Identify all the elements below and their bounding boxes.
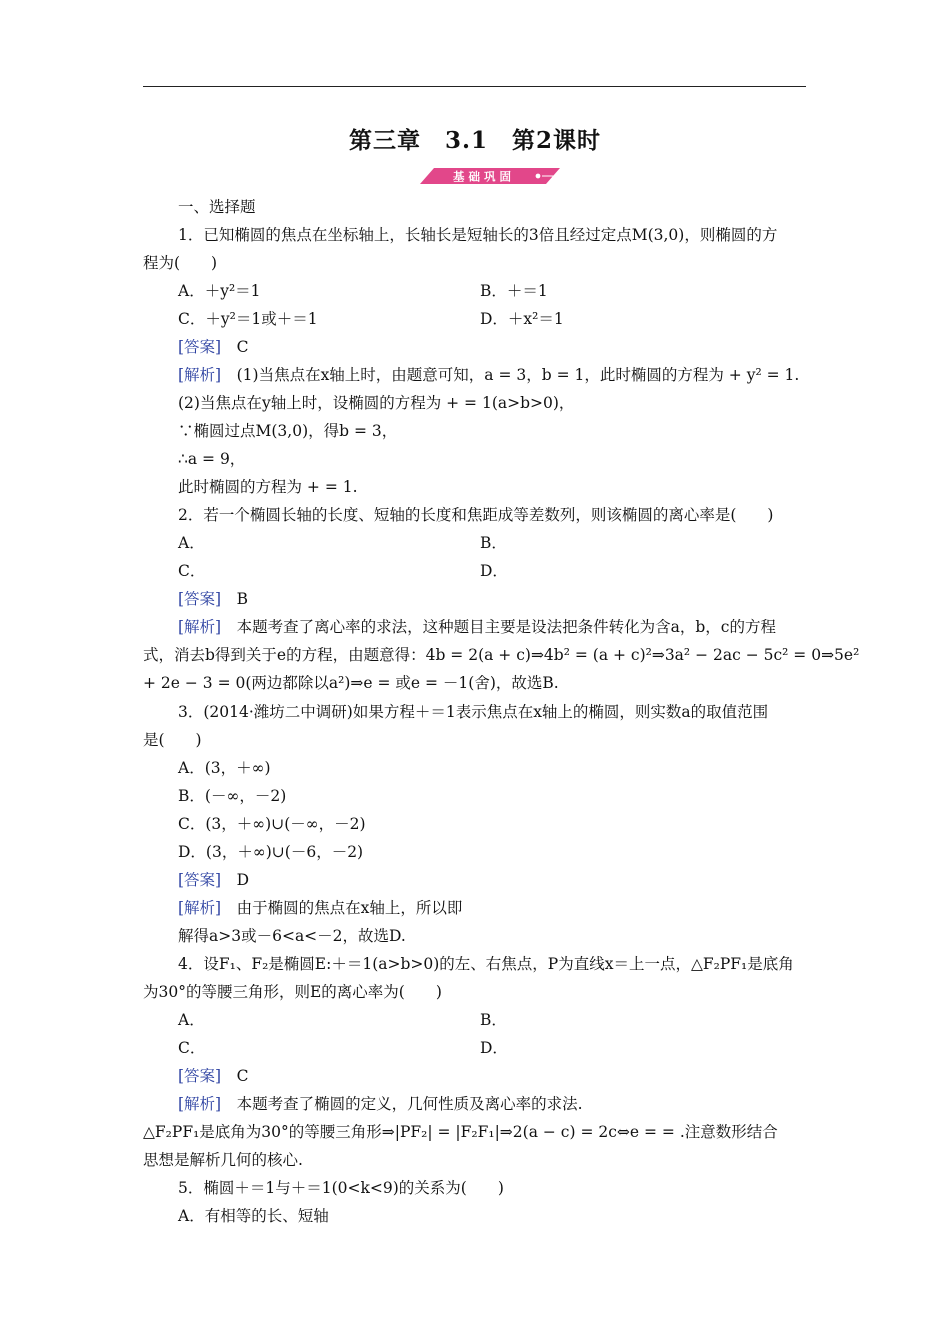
q2-stem: 2．若一个椭圆长轴的长度、短轴的长度和焦距成等差数列，则该椭圆的离心率是( ) xyxy=(178,506,774,524)
q2-choice-c: C． xyxy=(178,562,206,580)
q1-choice-b: B．＋＝1 xyxy=(480,282,548,300)
q2-choice-b: B． xyxy=(480,534,507,552)
q4-stem-line2: 为30°的等腰三角形，则E的离心率为( ) xyxy=(143,983,442,1001)
q1-analysis-line1: [解析] (1)当焦点在x轴上时，由题意可知，a = 3，b = 1，此时椭圆的方程为 + y² = 1. xyxy=(178,366,800,384)
q5-stem: 5．椭圆＋＝1与＋＝1(0<k<9)的关系为( ) xyxy=(178,1179,504,1197)
q2-analysis-line3: + 2e − 3 = 0(两边都除以a²)⇒e = 或e = －1(舍)，故选B. xyxy=(143,674,559,692)
q2-choice-a: A． xyxy=(178,534,205,552)
q1-analysis-line2: (2)当焦点在y轴上时，设椭圆的方程为 + = 1(a>b>0)， xyxy=(178,394,575,412)
q4-choice-a: A． xyxy=(178,1011,205,1029)
q1-analysis-line3: ∵椭圆过点M(3,0)，得b = 3， xyxy=(178,422,398,440)
q3-answer: [答案] D xyxy=(178,871,250,889)
q1-analysis-line5: 此时椭圆的方程为 + = 1. xyxy=(178,478,358,496)
banner-label: 基 础 巩 固 xyxy=(452,169,512,184)
q1-choice-a: A．＋y²＝1 xyxy=(178,282,261,300)
q1-stem-line1: 1．已知椭圆的焦点在坐标轴上，长轴长是短轴长的3倍且经过定点M(3,0)，则椭圆的方 xyxy=(178,226,778,244)
section-banner xyxy=(420,166,560,186)
q3-analysis-line1: [解析] 由于椭圆的焦点在x轴上，所以即 xyxy=(178,899,463,917)
q3-choice-d: D．(3，＋∞)∪(－6，－2) xyxy=(178,843,364,861)
q4-stem-line1: 4．设F₁、F₂是椭圆E:＋＝1(a>b>0)的左、右焦点，P为直线x＝上一点，△F₂PF₁是底角 xyxy=(178,955,794,973)
q1-choice-c: C．＋y²＝1或＋＝1 xyxy=(178,310,318,328)
q1-analysis-line4: ∴a = 9， xyxy=(178,450,246,468)
q4-analysis-line1: [解析] 本题考查了椭圆的定义，几何性质及离心率的求法. xyxy=(178,1095,583,1113)
q3-choice-a: A．(3，＋∞) xyxy=(178,759,271,777)
q1-answer: [答案] C xyxy=(178,338,249,356)
q3-stem-line1: 3．(2014·潍坊二中调研)如果方程＋＝1表示焦点在x轴上的椭圆，则实数a的取值范围 xyxy=(178,703,769,721)
q4-answer: [答案] C xyxy=(178,1067,249,1085)
page-title: 第三章 3.1 第2课时 xyxy=(348,127,602,154)
q5-choice-a: A．有相等的长、短轴 xyxy=(178,1207,329,1225)
q2-choice-d: D． xyxy=(480,562,508,580)
q2-analysis-line2: 式，消去b得到关于e的方程，由题意得：4b = 2(a + c)⇒4b² = (a + c)²⇒3a² − 2ac − 5c² = 0⇒5e² xyxy=(143,646,860,664)
q2-analysis-line1: [解析] 本题考查了离心率的求法，这种题目主要是设法把条件转化为含a，b，c的方程 xyxy=(178,618,776,636)
q4-analysis-line2: △F₂PF₁是底角为30°的等腰三角形⇒|PF₂| = |F₂F₁|⇒2(a − c) = 2c⇔e = = .注意数形结合 xyxy=(143,1123,778,1141)
q1-choice-d: D．＋x²＝1 xyxy=(480,310,564,328)
q3-choice-c: C．(3，＋∞)∪(－∞，－2) xyxy=(178,815,366,833)
q2-answer: [答案] B xyxy=(178,590,248,608)
q4-analysis-line3: 思想是解析几何的核心. xyxy=(143,1151,303,1169)
q3-choice-b: B．(－∞，－2) xyxy=(178,787,287,805)
q4-choice-c: C． xyxy=(178,1039,206,1057)
q4-choice-b: B． xyxy=(480,1011,507,1029)
q3-stem-line2: 是( ) xyxy=(143,731,202,749)
q3-analysis-line2: 解得a>3或－6<a<－2，故选D. xyxy=(178,927,406,945)
header-rule xyxy=(143,86,806,87)
q1-stem-line2: 程为( ) xyxy=(143,254,218,272)
section-heading: 一、选择题 xyxy=(178,198,256,216)
q4-choice-d: D． xyxy=(480,1039,508,1057)
